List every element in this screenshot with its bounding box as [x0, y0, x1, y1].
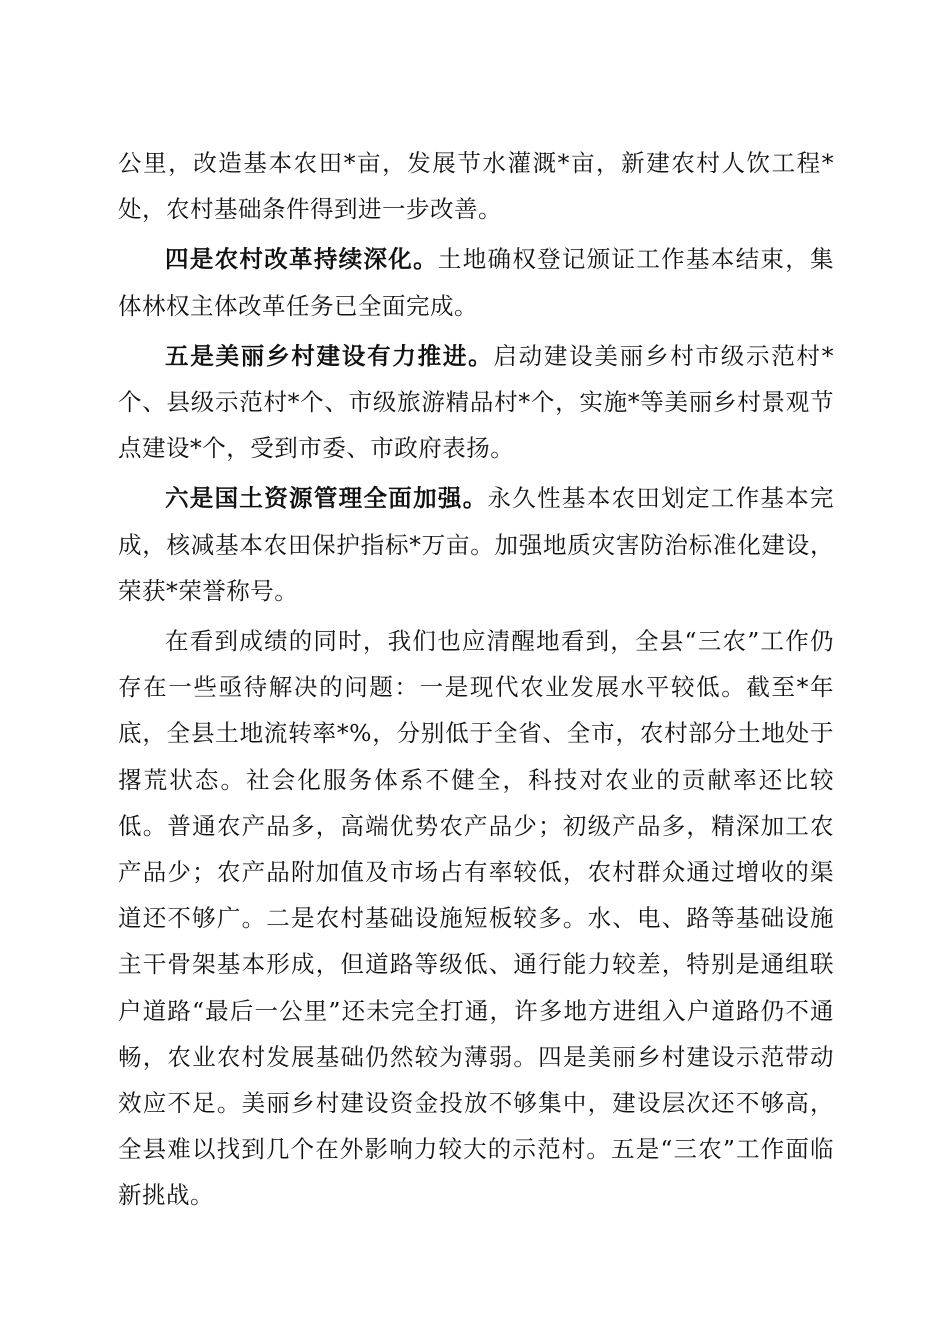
paragraph-beautiful-village [118, 333, 834, 472]
paragraph-text: 启动建设美丽乡村市级示范村*个、县级示范村*个、市级旅游精品村*个，实施*等美丽乡村景观节点建设*个，受到市委、市政府表扬。 [118, 341, 834, 463]
paragraph-lead: 六是国土资源管理全面加强。 [165, 484, 488, 513]
paragraph-continuation [118, 140, 834, 232]
paragraph-text: 土地确权登记颁证工作基本结束，集体林权主体改革任务已全面完成。 [118, 245, 835, 320]
paragraph-lead: 五是美丽乡村建设有力推进。 [165, 341, 494, 370]
paragraph-land-resources [118, 475, 834, 614]
paragraph-problems [118, 618, 834, 1219]
paragraph-text: 在看到成绩的同时，我们也应清醒地看到，全县“三农”工作仍存在一些亟待解决的问题：一是现代农业发展水平较低。截至*年底，全县土地流转率*%，分别低于全省、全市，农村部分土地处于撂荒状态。社会化服务体系不健全，科技对农业的贡献率还比较低。普通农产品多，高端优势农产品少；初级产品多，精深加工农产品少；农产品附加值及市场占有率较低，农村群众通过增收的渠道还不够广。二是农村基础设施短板较多。水、电、路等基础设施主干骨架基本形成，但道路等级低、通行能力较差，特别是通组联户道路“最后一公里”还未完全打通，许多地方进组入户道路仍不通畅，农业农村发展基础仍然较为薄弱。四是美丽乡村建设示范带动效应不足。美丽乡村建设资金投放不够集中，建设层次还不够高，全县难以找到几个在外影响力较大的示范村。五是“三农”工作面临新挑战。 [118, 627, 834, 1210]
paragraph-lead: 四是农村改革持续深化。 [165, 245, 438, 274]
paragraph-text: 永久性基本农田划定工作基本完成，核减基本农田保护指标*万亩。加强地质灾害防治标准化建设，荣获*荣誉称号。 [118, 484, 834, 605]
paragraph-text: 公里，改造基本农田*亩，发展节水灌溉*亩，新建农村人饮工程*处，农村基础条件得到进一步改善。 [118, 149, 834, 224]
paragraph-rural-reform [118, 236, 834, 328]
document-body [118, 140, 834, 1223]
